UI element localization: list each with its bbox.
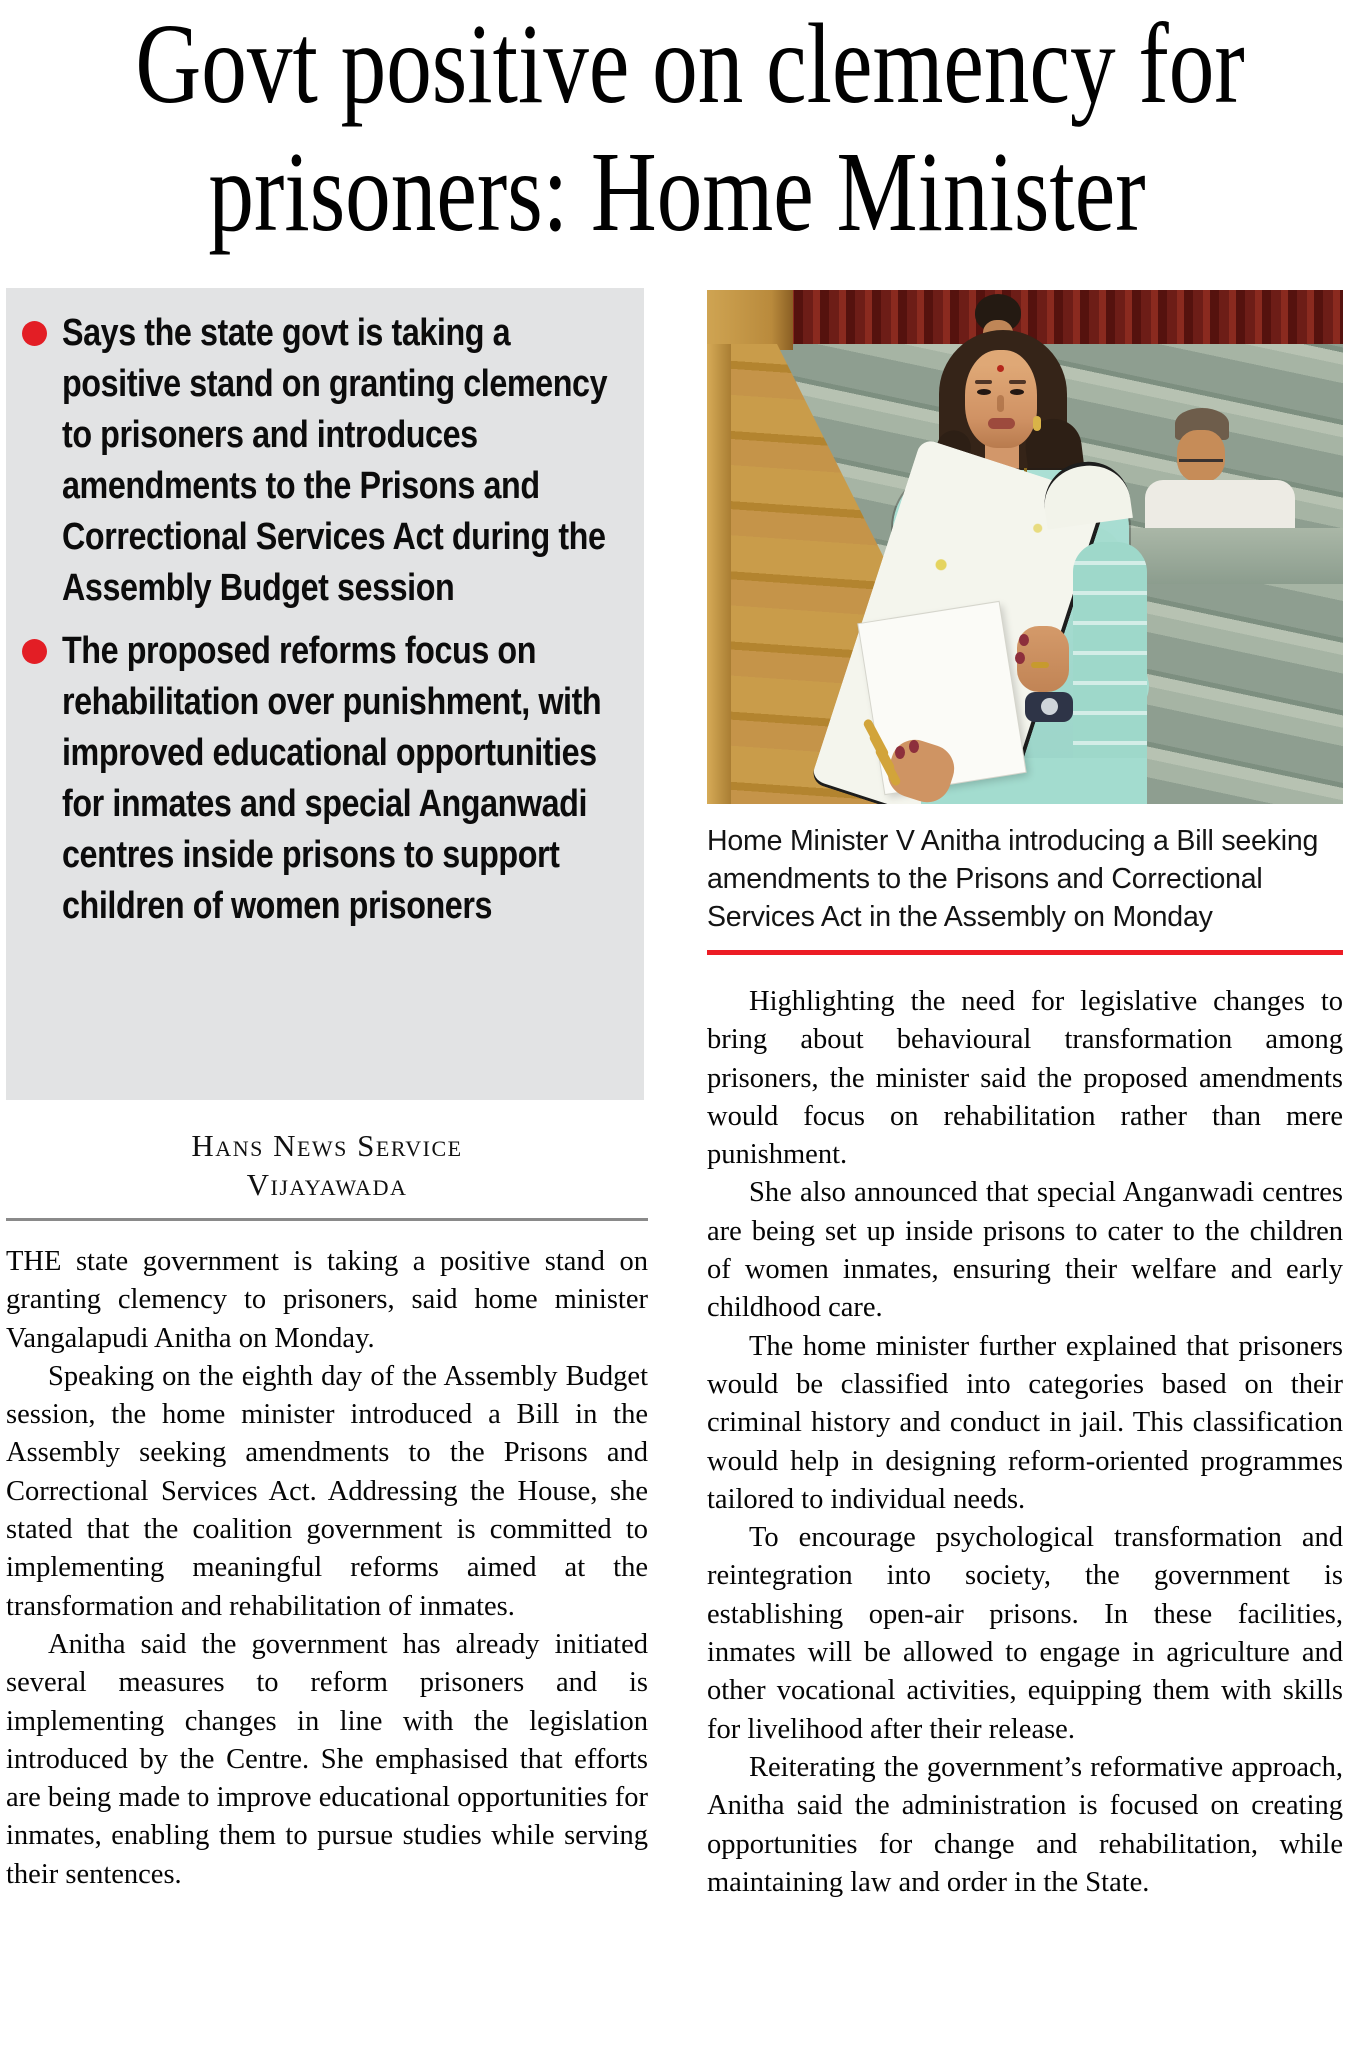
eye <box>1010 389 1024 395</box>
highlight-item <box>6 626 634 932</box>
assembly-photo <box>707 290 1343 804</box>
wood-post <box>707 344 731 804</box>
curtain-backdrop <box>777 290 1343 344</box>
bindi <box>997 365 1004 372</box>
byline <box>6 1126 648 1204</box>
paragraph: Reiterating the government’s reformative approach, Anitha said the administration is focused on creating opportunities for change and rehabilitation, while maintaining law and order in the State. <box>707 1751 1343 1898</box>
right-column <box>707 290 1343 1902</box>
bench-front <box>1121 528 1343 584</box>
article-body-right <box>707 983 1343 1902</box>
glasses <box>1179 452 1223 462</box>
byline-location: Vijayawada <box>246 1167 408 1202</box>
lips <box>988 418 1015 429</box>
highlight-text: The proposed reforms focus on rehabilitation over punishment, with improved educational opportunities for inmates and special Anganwadi centres inside prisons to support children of women prisoners <box>62 630 602 927</box>
eyebrow <box>975 380 992 384</box>
highlight-text: Says the state govt is taking a positive stand on granting clemency to prisoners and introduces amendments to the Prisons and Correctional Services Act during the Assembly Budget session <box>62 312 608 609</box>
highlight-item <box>6 308 634 614</box>
article-body-left <box>6 1243 648 1894</box>
left-column <box>6 288 648 1894</box>
background-official <box>1145 408 1305 548</box>
nose <box>997 395 1004 412</box>
wood-wall <box>707 290 793 350</box>
paragraph: THE state government is taking a positive stand on granting clemency to prisoners, said home minister Vangalapudi Anitha on Monday. <box>6 1246 648 1354</box>
caption-divider <box>707 950 1343 955</box>
fingernail <box>909 740 919 753</box>
headline-line-1: Govt positive on clemency for <box>135 0 1245 127</box>
paragraph: She also announced that special Anganwadi centres are being set up inside prisons to cater to the children of women inmates, ensuring their welfare and early childhood care. <box>707 1177 1343 1324</box>
paragraph: To encourage psychological transformation and reintegration into society, the government is establishing open-air prisons. In these facilities, inmates will be allowed to engage in agriculture and other vocational activities, equipping them with skills for livelihood after their release. <box>707 1522 1343 1745</box>
paragraph: Anitha said the government has already initiated several measures to reform prisoners and is implementing changes in line with the legislation introduced by the Centre. She emphasised that efforts are being made to improve educational opportunities for inmates, enabling them to pursue studies while serving their sentences. <box>6 1628 648 1890</box>
bullet-icon <box>22 321 47 346</box>
minister-face <box>965 350 1037 448</box>
watch-face <box>1041 698 1058 715</box>
fingernail <box>895 746 905 759</box>
byline-divider <box>6 1218 648 1221</box>
photo-caption: Home Minister V Anitha introducing a Bill seeking amendments to the Prisons and Correctional Services Act in the Assembly on Monday <box>707 825 1319 933</box>
headline <box>0 0 1354 256</box>
eyebrow <box>1009 380 1026 384</box>
byline-agency: Hans News Service <box>191 1128 463 1163</box>
paragraph: Highlighting the need for legislative changes to bring about behavioural transformation among prisoners, the minister said the proposed amendments would focus on rehabilitation rather than mere punishment. <box>707 986 1343 1171</box>
fingernail <box>1015 652 1025 664</box>
paragraph: Speaking on the eighth day of the Assembly Budget session, the home minister introduced a Bill in the Assembly seeking amendments to the Prisons and Correctional Services Act. Addressing the House, she stated that the coalition government is committed to implementing meaningful reforms aimed at the transformation and rehabilitation of inmates. <box>6 1360 648 1622</box>
bullet-icon <box>22 639 47 664</box>
fingernail <box>1019 634 1029 646</box>
earring <box>1033 416 1041 431</box>
headline-line-2: prisoners: Home Minister <box>208 128 1146 255</box>
ring <box>1031 662 1049 668</box>
eye <box>977 389 991 395</box>
highlights-box <box>6 288 644 1100</box>
paragraph: The home minister further explained that prisoners would be classified into categories based on their criminal history and conduct in jail. This classification would help in designing reform-oriented programmes tailored to individual needs. <box>707 1330 1343 1515</box>
